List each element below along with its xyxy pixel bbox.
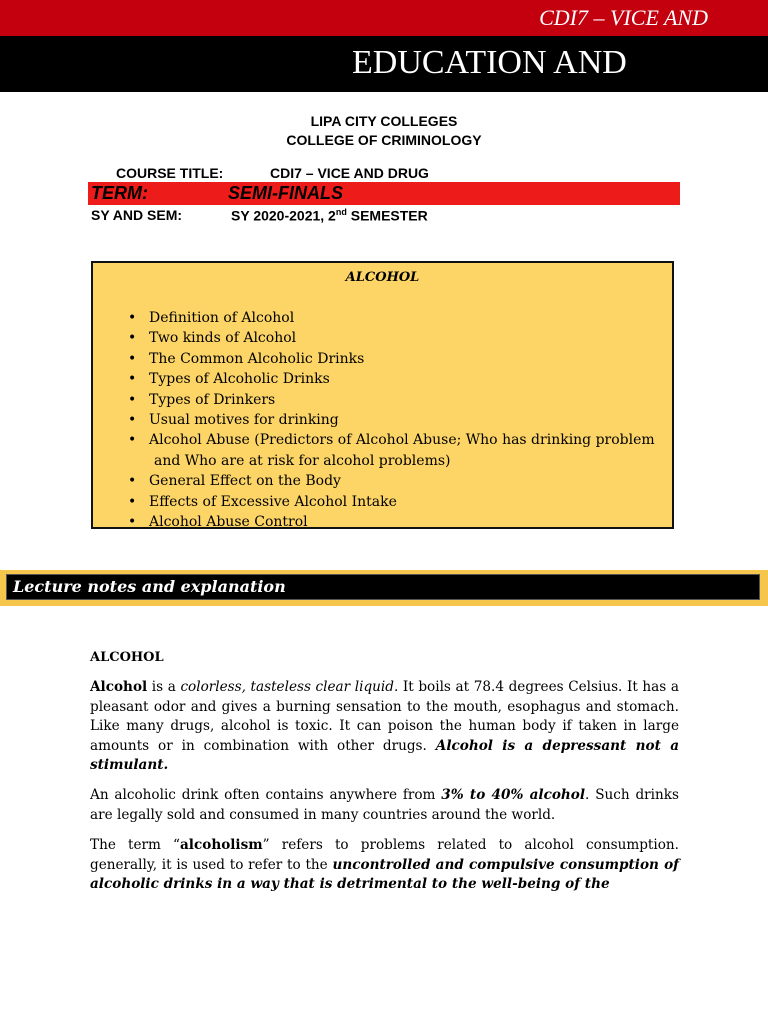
list-item: • Two kinds of Alcohol	[128, 328, 662, 348]
list-item: • Types of Drinkers	[128, 390, 662, 410]
course-label: COURSE TITLE:	[116, 165, 224, 181]
sy-label: SY AND SEM:	[91, 207, 183, 223]
list-item: • Effects of Excessive Alcohol Intake	[128, 492, 662, 512]
term-label: TERM:	[91, 183, 148, 203]
paragraph-alcoholism: The term “alcoholism” refers to problems related to alcohol consumption. generally, it is used to refer to the uncontrolled and compulsive consumption of alcoholic drinks in a way that is detrimental to the well-being of the	[90, 837, 679, 892]
header-red-band	[0, 0, 768, 36]
lecture-banner-text: Lecture notes and explanation	[13, 577, 286, 596]
term-value: SEMI-FINALS	[228, 183, 343, 203]
list-item: • Types of Alcoholic Drinks	[128, 369, 662, 389]
school-block	[0, 112, 768, 150]
topics-box	[91, 261, 674, 529]
list-item: • Alcohol Abuse Control	[128, 512, 662, 532]
list-item: • General Effect on the Body	[128, 471, 662, 491]
course-value: CDI7 – VICE AND DRUG	[270, 165, 429, 181]
college-name: COLLEGE OF CRIMINOLOGY	[286, 132, 482, 148]
list-item: • Definition of Alcohol	[128, 308, 662, 328]
list-item: • Alcohol Abuse (Predictors of Alcohol Abuse; Who has drinking problem and Who are at risk for alcohol problems)	[128, 430, 662, 471]
lecture-banner-inner	[6, 574, 760, 600]
topics-list	[128, 308, 662, 532]
term-bar	[88, 182, 680, 205]
sy-value: SY 2020-2021, 2nd SEMESTER	[231, 207, 428, 224]
list-item: • Usual motives for drinking	[128, 410, 662, 430]
section-heading: ALCOHOL	[90, 650, 164, 665]
header-black-band	[0, 36, 768, 92]
header-subject-title: EDUCATION AND	[352, 44, 627, 81]
lecture-banner	[0, 570, 768, 606]
topics-title: ALCOHOL	[345, 270, 420, 285]
paragraph-content: An alcoholic drink often contains anywhere from 3% to 40% alcohol. Such drinks are legally sold and consumed in many countries around the world.	[90, 787, 680, 823]
paragraph-definition: Alcohol is a colorless, tasteless clear liquid. It boils at 78.4 degrees Celsius. It has a pleasant odor and gives a burning sensation to the mouth, esophagus and stomach. Like many drugs, alcohol is toxic. It can poison the human body if taken in large amounts or in combination with other drugs. Alcohol is a depressant not a stimulant.	[90, 679, 679, 773]
school-name: LIPA CITY COLLEGES	[310, 113, 458, 129]
header-course-title: CDI7 – VICE AND	[539, 5, 708, 30]
list-item: • The Common Alcoholic Drinks	[128, 349, 662, 369]
